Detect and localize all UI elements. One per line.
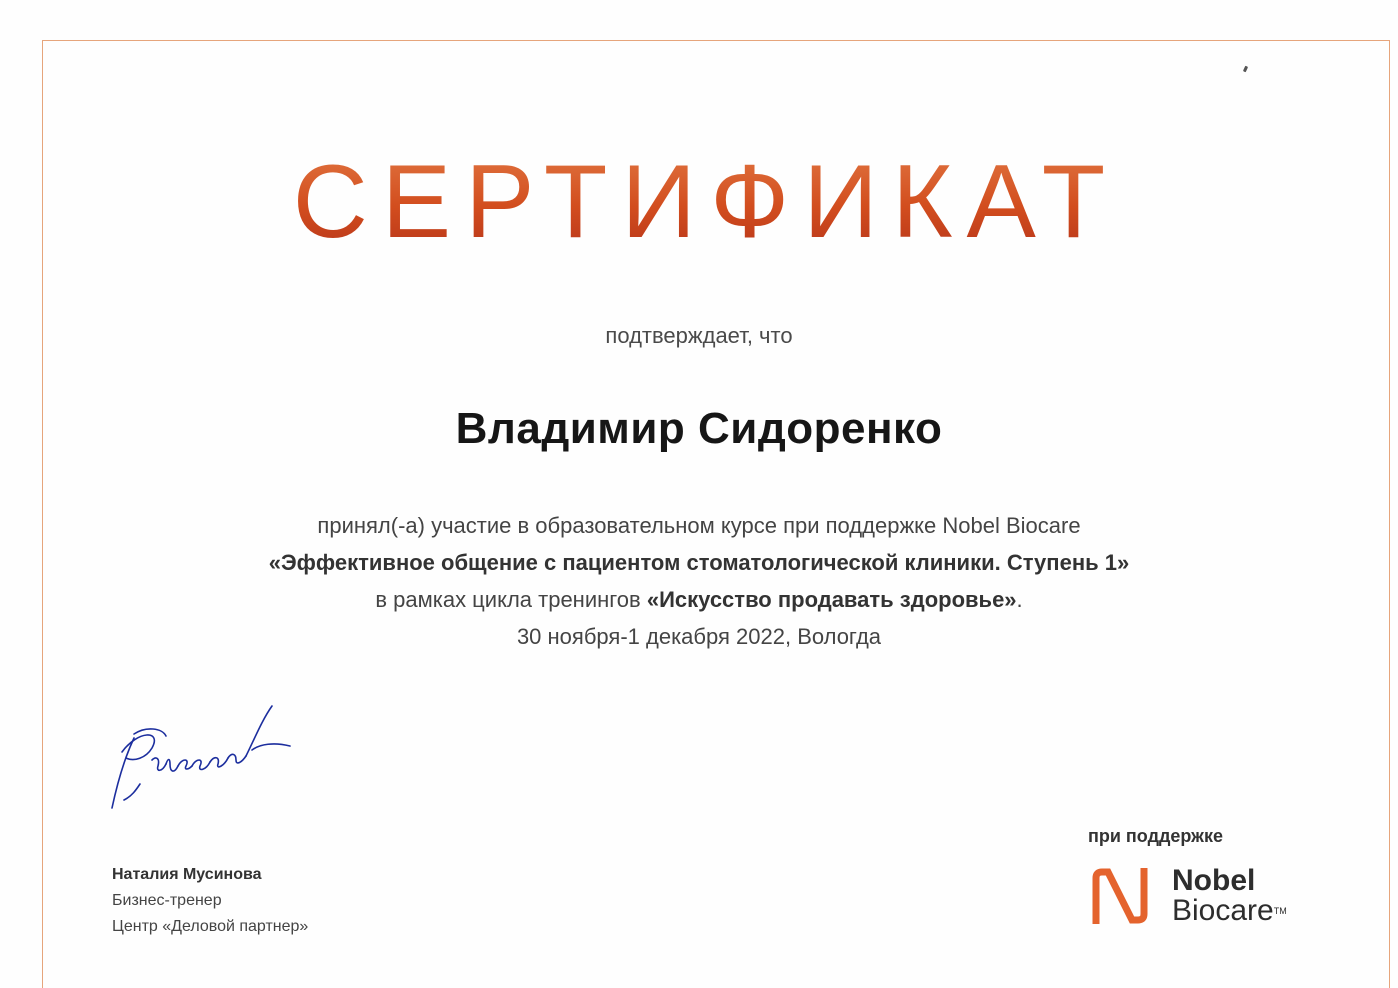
date-place: 30 ноября-1 декабря 2022, Вологда: [516, 624, 882, 649]
nobel-biocare-logo-icon: [1088, 864, 1152, 928]
signatory-name: Наталия Мусинова: [112, 866, 262, 883]
series-suffix: .: [1016, 587, 1023, 612]
series-title: «Искусство продавать здоровье»: [646, 587, 1017, 612]
signatory-role: Бизнес-тренер: [112, 892, 222, 909]
certificate-body: [0, 507, 1398, 655]
trademark-mark: TM: [1273, 906, 1287, 916]
brand-line-2: [1172, 896, 1287, 926]
signatory-block: [112, 862, 308, 940]
series-prefix: в рамках цикла тренингов: [375, 587, 647, 612]
confirms-text: подтверждает, что: [605, 323, 793, 348]
nobel-biocare-wordmark: [1172, 866, 1287, 926]
brand-line-1: Nobel: [1172, 864, 1256, 897]
certificate-title: СЕРТИФИКАТ: [0, 150, 1398, 254]
series-line: [0, 581, 1398, 618]
sponsor-label: при поддержке: [1088, 826, 1223, 846]
recipient-name: Владимир Сидоренко: [455, 404, 943, 453]
signatory-organization: Центр «Деловой партнер»: [112, 918, 309, 935]
course-title: «Эффективное общение с пациентом стоматологической клиники. Ступень 1»: [268, 550, 1130, 575]
handwritten-signature: [104, 700, 304, 820]
brand-line-2-text: Biocare: [1172, 894, 1274, 927]
participation-line: принял(-а) участие в образовательном курсе при поддержке Nobel Biocare: [317, 513, 1081, 538]
